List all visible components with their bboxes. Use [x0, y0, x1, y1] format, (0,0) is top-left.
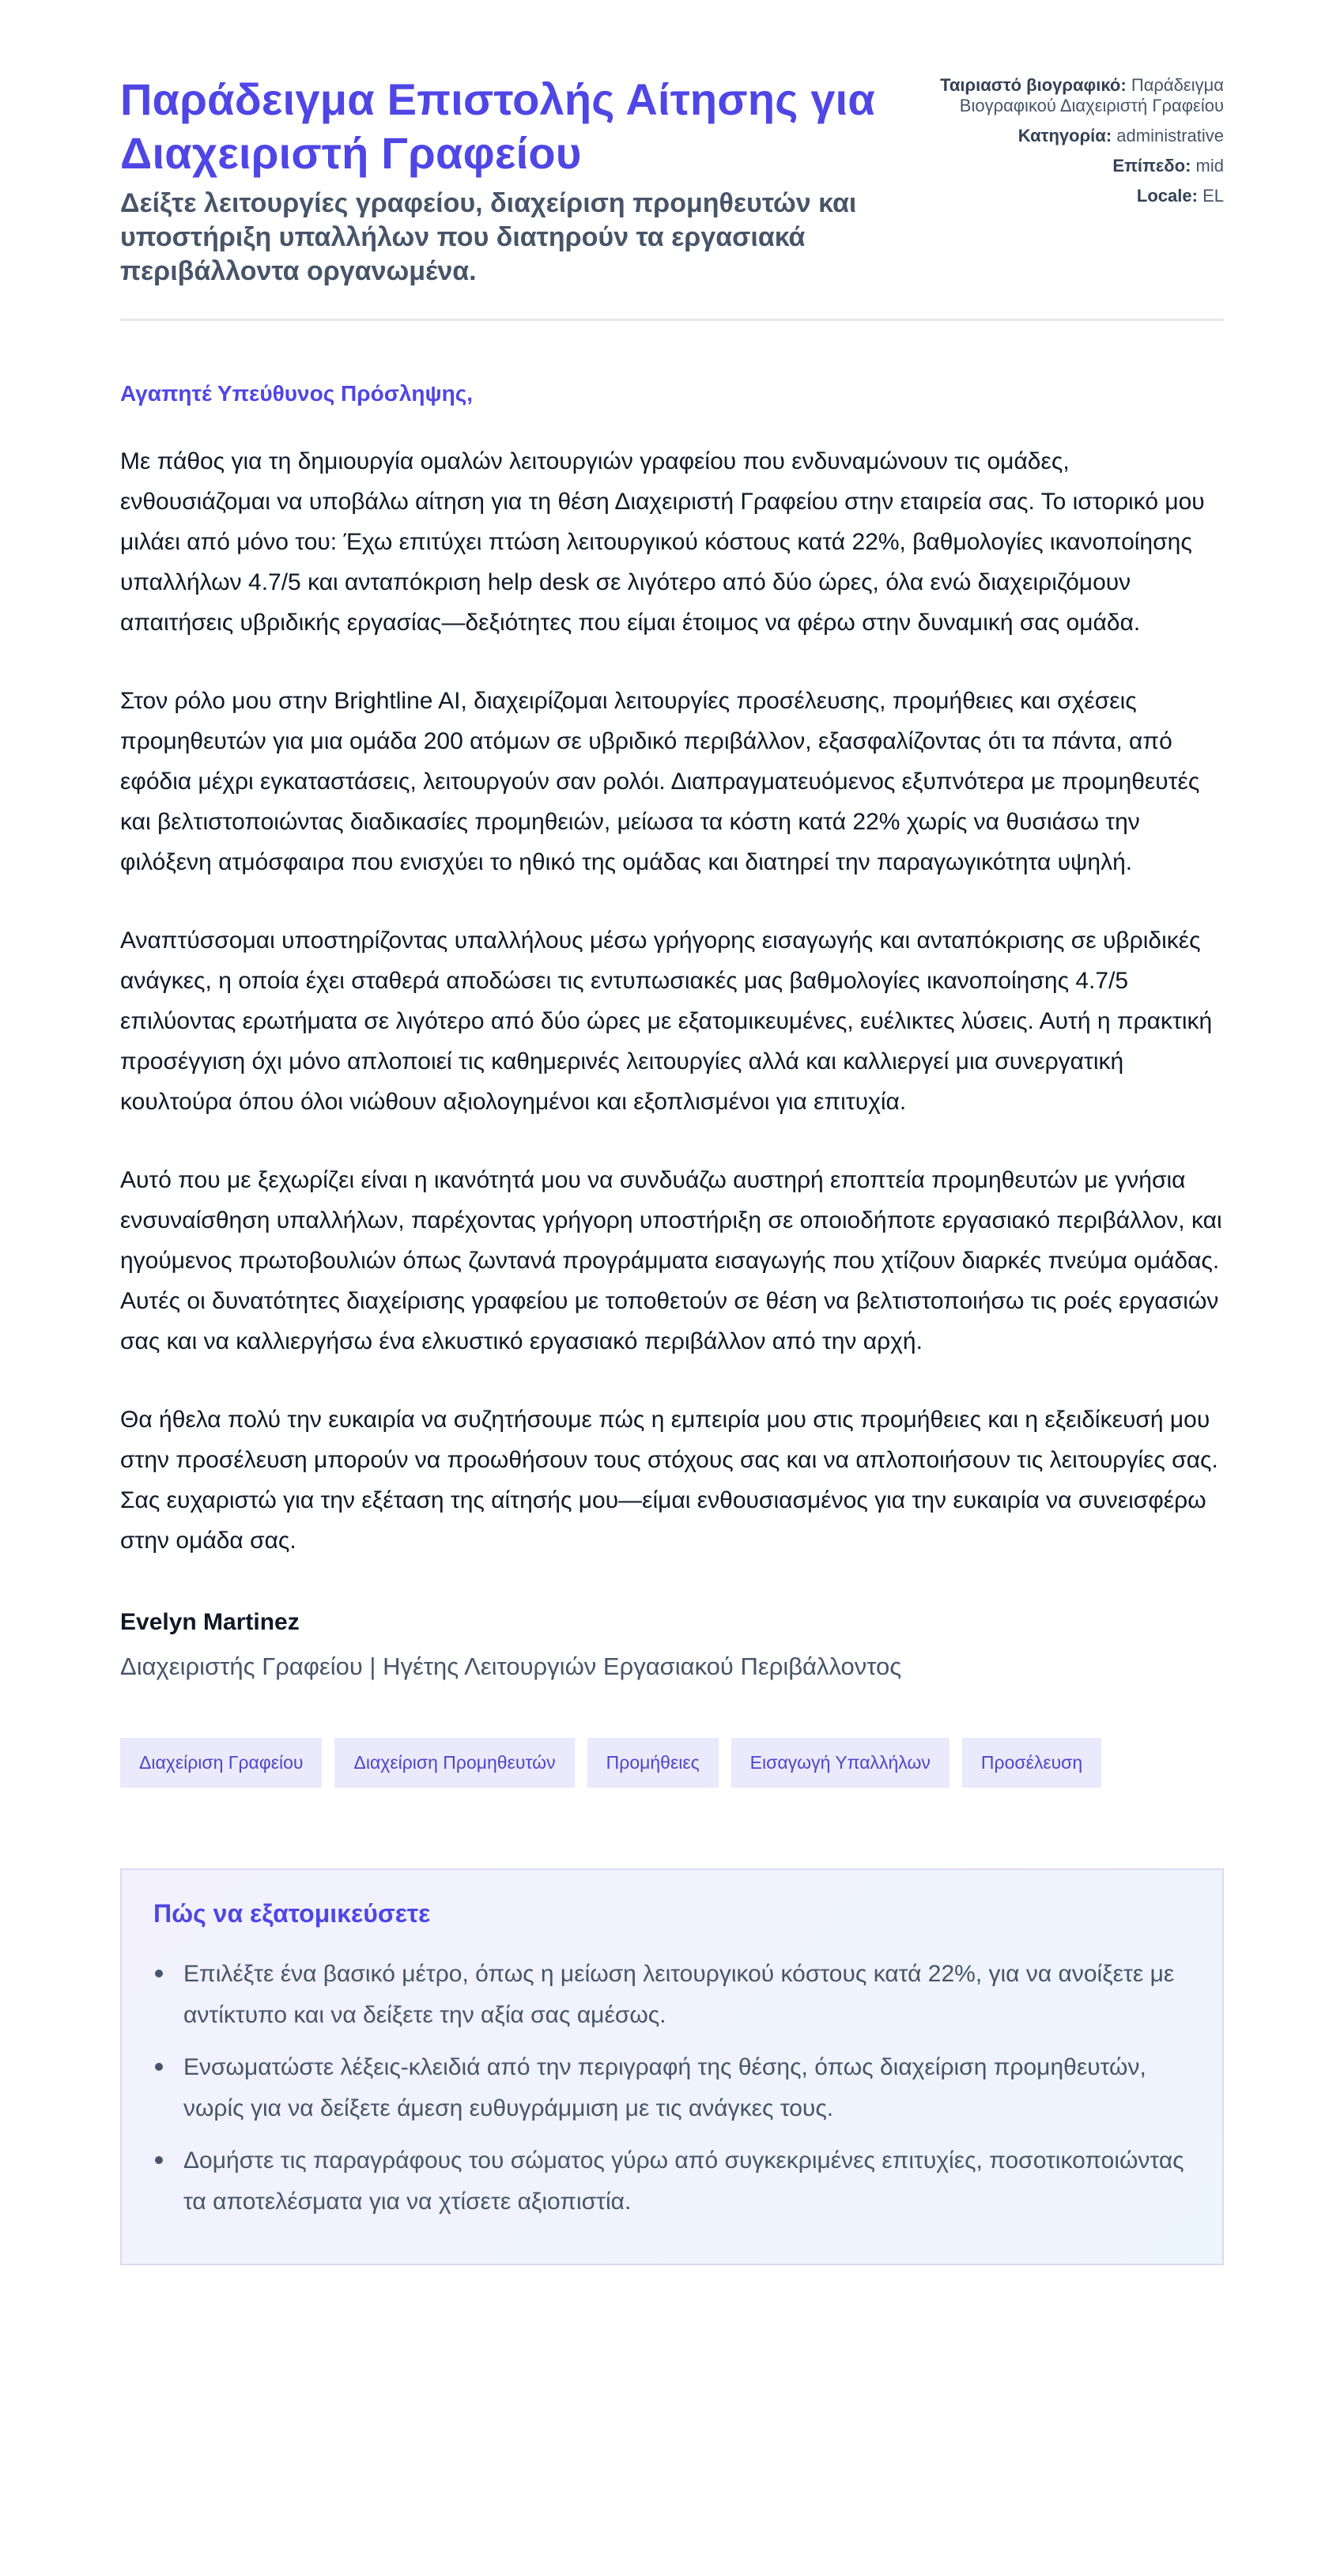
bullet-icon	[155, 1970, 163, 1977]
tag-office-management[interactable]: Διαχείριση Γραφείου	[120, 1738, 322, 1788]
meta-category	[923, 126, 1224, 146]
page-title: Παράδειγμα Επιστολής Αίτησης για Διαχειριστή Γραφείου	[120, 74, 876, 178]
letter-paragraph-4: Αυτό που με ξεχωρίζει είναι η ικανότητά μου να συνδυάζω αυστηρή εποπτεία προμηθευτών με γνήσια ενσυναίσθηση υπαλλήλων, παρέχοντας γρήγορη υποστήριξη σε οποιοδήποτε εργασιακό περιβάλλον, και ηγούμενος πρωτοβουλιών όπως ζωντανά προγράμματα εισαγωγής που χτίζουν διαρκές πνεύμα ομάδας. Αυτές οι δυνατότητες διαχείρισης γραφείου με τοποθετούν σε θέση να βελτιστοποιήσω τις ροές εργασιών σας και να καλλιεργήσω ένα ελκυστικό εργασιακό περιβάλλον από την αρχή.	[120, 1167, 1222, 1354]
tip-item	[153, 2140, 1191, 2223]
bullet-icon	[155, 2063, 163, 2071]
tag-procurement[interactable]: Προμήθειες	[587, 1738, 719, 1788]
tip-text: Ενσωματώστε λέξεις-κλειδιά από την περιγραφή της θέσης, όπως διαχείριση προμηθευτών, νωρίς για να δείξετε άμεση ευθυγράμμιση με τις ανάγκες τους.	[183, 2054, 1146, 2121]
tip-item	[153, 2047, 1191, 2129]
meta-category-value: administrative	[1116, 126, 1224, 145]
cover-letter-page	[120, 0, 1224, 2265]
page-header	[120, 0, 1224, 321]
meta-locale-value: EL	[1202, 186, 1224, 206]
letter-paragraph-2: Στον ρόλο μου στην Brightline AI, διαχειρίζομαι λειτουργίες προσέλευσης, προμήθειες και σχέσεις προμηθευτών για μια ομάδα 200 ατόμων σε υβριδικό περιβάλλον, εξασφαλίζοντας ότι τα πάντα, από εφόδια μέχρι εγκαταστάσεις, λειτουργούν σαν ρολόι. Διαπραγματευόμενος εξυπνότερα με προμηθευτές και βελτιστοποιώντας διαδικασίες προμηθειών, μείωσα τα κόστη κατά 22% χωρίς να θυσιάσω την φιλόξενη ατμόσφαιρα που ενισχύει το ηθικό της ομάδας και διατηρεί την παραγωγικότητα υψηλή.	[120, 688, 1200, 875]
bullet-icon	[155, 2156, 163, 2164]
tag-employee-onboarding[interactable]: Εισαγωγή Υπαλλήλων	[731, 1738, 949, 1788]
meta-level-value: mid	[1195, 156, 1224, 176]
meta-matching-resume	[923, 75, 1224, 116]
letter-paragraphs	[120, 441, 1224, 1561]
meta-matching-resume-label: Ταιριαστό βιογραφικό:	[940, 75, 1127, 95]
letter-paragraph-5: Θα ήθελα πολύ την ευκαιρία να συζητήσουμε πώς η εμπειρία μου στις προμήθειες και η εξειδίκευσή μου στην προσέλευση μπορούν να προωθήσουν τους στόχους σας και να απλοποιήσουν τις λειτουργίες σας. Σας ευχαριστώ για την εξέταση της αίτησής μου—είμαι ενθουσιασμένος για την ευκαιρία να συνεισφέρω στην ομάδα σας.	[120, 1407, 1218, 1554]
tip-item	[153, 1954, 1191, 2036]
meta-level	[923, 156, 1224, 176]
page-subtitle: Δείξτε λειτουργίες γραφείου, διαχείριση προμηθευτών και υποστήριξη υπαλλήλων που διατηρούν τα εργασιακά περιβάλλοντα οργανωμένα.	[120, 188, 857, 286]
tip-text: Δομήστε τις παραγράφους του σώματος γύρω από συγκεκριμένες επιτυχίες, ποσοτικοποιώντας τα αποτελέσματα για να χτίσετε αξιοπιστία.	[183, 2147, 1184, 2215]
salutation: Αγαπητέ Υπεύθυνος Πρόσληψης,	[120, 381, 474, 406]
letter-body	[120, 380, 1224, 1683]
signature-title: Διαχειριστής Γραφείου | Ηγέτης Λειτουργιών Εργασιακού Περιβάλλοντος	[120, 1652, 902, 1680]
tip-text: Επιλέξτε ένα βασικό μέτρο, όπως η μείωση λειτουργικού κόστους κατά 22%, για να ανοίξετε με αντίκτυπο και να δείξετε την αξία σας αμέσως.	[183, 1961, 1175, 2028]
customization-tips-box	[120, 1868, 1224, 2265]
meta-level-label: Επίπεδο:	[1112, 156, 1191, 176]
signature-block	[120, 1607, 1224, 1683]
skill-tags	[120, 1738, 1224, 1788]
meta-locale-label: Locale:	[1136, 186, 1198, 206]
letter-paragraph-1: Με πάθος για τη δημιουργία ομαλών λειτουργιών γραφείου που ενδυναμώνουν τις ομάδες, ενθουσιάζομαι να υποβάλω αίτηση για τη θέση Διαχειριστή Γραφείου στην εταιρεία σας. Το ιστορικό μου μιλάει από μόνο του: Έχω επιτύχει πτώση λειτουργικού κόστους κατά 22%, βαθμολογίες ικανοποίησης υπαλλήλων 4.7/5 και ανταπόκριση help desk σε λιγότερο από δύο ώρες, όλα ενώ διαχειριζόμουν απαιτήσεις υβριδικής εργασίας—δεξιότητες που είμαι έτοιμος να φέρω στην δυναμική σας ομάδα.	[120, 448, 1205, 636]
meta-locale	[923, 186, 1224, 206]
meta-category-label: Κατηγορία:	[1017, 126, 1112, 145]
tag-reception[interactable]: Προσέλευση	[962, 1738, 1101, 1788]
tips-list	[153, 1954, 1191, 2223]
letter-paragraph-3: Αναπτύσσομαι υποστηρίζοντας υπαλλήλους μέσω γρήγορης εισαγωγής και ανταπόκρισης σε υβριδικές ανάγκες, η οποία έχει σταθερά αποδώσει τις εντυπωσιακές μας βαθμολογίες ικανοποίησης 4.7/5 επιλύοντας ερωτήματα σε λιγότερο από δύο ώρες με εξατομικευμένες, ευέλικτες λύσεις. Αυτή η πρακτική προσέγγιση όχι μόνο απλοποιεί τις καθημερινές λειτουργίες αλλά και καλλιεργεί μια συνεργατική κουλτούρα όπου όλοι νιώθουν αξιολογημένοι και εξοπλισμένοι για επιτυχία.	[120, 927, 1213, 1115]
meta-matching-resume-value[interactable]: Παράδειγμα Βιογραφικού Διαχειριστή Γραφείου	[959, 75, 1224, 115]
signature-name: Evelyn Martinez	[120, 1609, 300, 1635]
meta-panel	[923, 75, 1224, 216]
tag-vendor-management[interactable]: Διαχείριση Προμηθευτών	[334, 1738, 574, 1788]
tips-title: Πώς να εξατομικεύσετε	[153, 1899, 431, 1928]
